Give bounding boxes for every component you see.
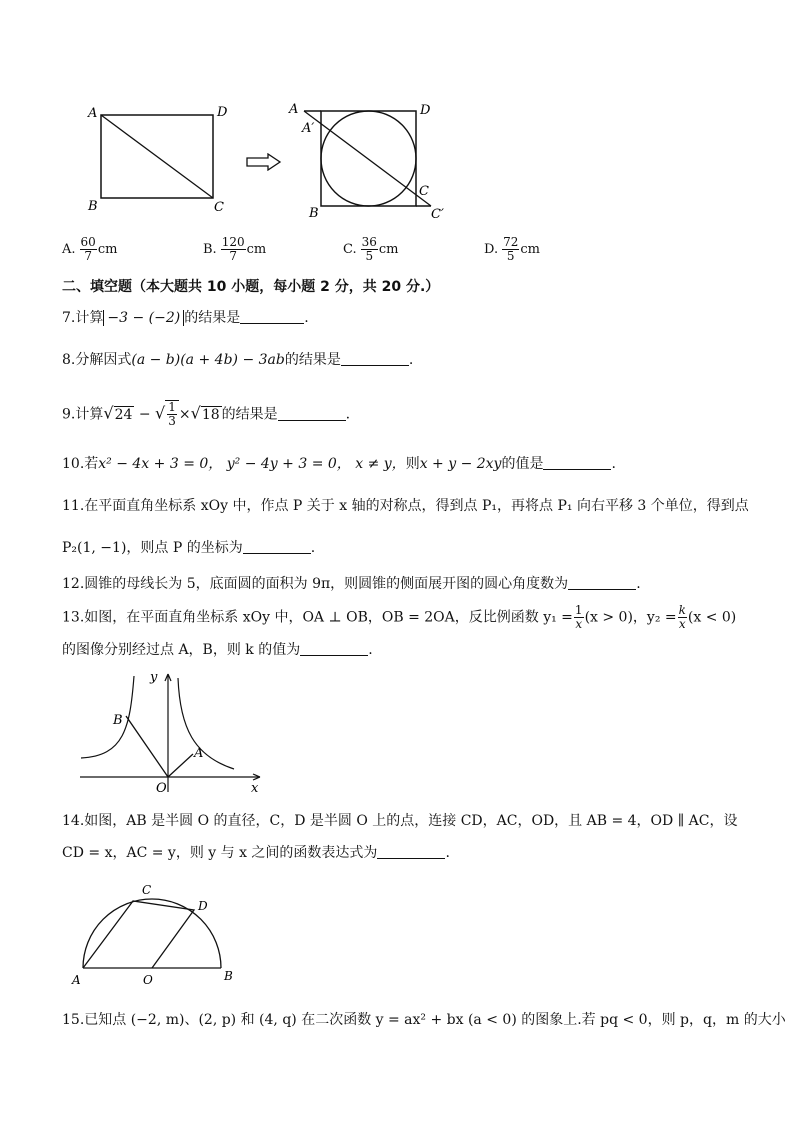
q10-suffix: 的值是 (501, 456, 544, 472)
figure-13-coordinate (76, 668, 266, 798)
label-d: D (198, 899, 208, 913)
q9-times: × (178, 406, 191, 423)
q12-answer-blank[interactable] (568, 575, 636, 590)
q13-line2: 的图像分别经过点 A，B，则 k 的值为 (62, 642, 301, 658)
q13-post: (x < 0) (687, 609, 737, 626)
q11-answer-blank[interactable] (243, 539, 311, 554)
question-14-line2 (62, 843, 450, 863)
sqrt-one-third: $\frac{1}{3}$ (165, 400, 179, 428)
choice-d[interactable] (484, 236, 540, 263)
label-a: A (88, 106, 98, 121)
label-d: D (217, 105, 228, 120)
q14-prefix: CD = x，AC = y，则 y 与 x 之间的函数表达式为 (62, 845, 378, 861)
q11-end: . (310, 540, 316, 556)
q13-fraction-1: $\frac{1}{x}$ (574, 603, 583, 631)
question-7 (62, 308, 309, 328)
label-c: C (214, 200, 224, 215)
q12-end: . (636, 576, 641, 592)
q8-prefix: 8.分解因式 (62, 352, 132, 368)
figure-14-semicircle (66, 880, 246, 990)
q10-eq2: y² − 4y + 3 = 0， (226, 456, 351, 472)
q10-eq3: x ≠ y， (355, 456, 406, 472)
q9-prefix: 9.计算 (62, 406, 104, 423)
segments-boa (126, 716, 193, 777)
label-a-prime: A′ (302, 121, 315, 136)
question-15: 15.已知点 (−2, m)、(2, p) 和 (4, q) 在二次函数 y = ax² + bx (a < 0) 的图象上.若 pq < 0，则 p，q，m 的大小 (62, 1012, 786, 1028)
label-d: D (420, 103, 431, 118)
q13-prefix: 13.如图，在平面直角坐标系 xOy 中，OA ⊥ OB，OB = 2OA，反比例函数 y₁ = (62, 609, 573, 626)
label-c-prime: C′ (431, 207, 444, 222)
q14-end: . (445, 845, 450, 861)
q9-answer-blank[interactable] (278, 406, 346, 421)
label-o: O (143, 973, 153, 987)
choice-c[interactable] (343, 236, 399, 263)
label-y: y (150, 670, 158, 685)
label-o: O (156, 781, 167, 796)
figure-folded-square (285, 98, 455, 223)
label-b: B (113, 713, 123, 728)
q8-end: . (408, 352, 414, 368)
sqrt-18: 18 (201, 406, 220, 423)
q7-end: . (304, 310, 309, 326)
q9-minus: − (134, 406, 156, 423)
question-11-line2 (62, 538, 315, 558)
q14-answer-blank[interactable] (377, 844, 445, 859)
question-13-line1 (62, 604, 736, 631)
fold-line (304, 111, 431, 206)
choice-a[interactable] (62, 236, 117, 263)
choice-unit: cm (520, 242, 540, 257)
q8-expr: (a − b)(a + 4b) − 3ab (131, 352, 285, 368)
q9-suffix: 的结果是 (221, 406, 278, 423)
sqrt-24: 24 (114, 406, 133, 423)
question-9: 9.计算√24 − √ $\frac{1}{3}$ ×√18 的结果是 . (62, 400, 351, 428)
q13-end: . (368, 642, 373, 658)
q10-end: . (611, 456, 616, 472)
label-x: x (251, 781, 259, 796)
question-8 (62, 350, 413, 370)
choice-label: D. (484, 242, 499, 257)
q13-fraction-2: $\frac{k}{x}$ (678, 603, 686, 631)
choice-unit: cm (378, 242, 399, 257)
q8-answer-blank[interactable] (341, 351, 409, 366)
choice-b[interactable] (203, 236, 266, 263)
label-b: B (224, 969, 233, 983)
label-c: C (142, 883, 152, 897)
label-b: B (309, 206, 319, 221)
label-a: A (289, 102, 299, 117)
curve-y1 (178, 678, 234, 769)
label-c: C (419, 184, 429, 199)
q10-mid: 则 (405, 456, 420, 472)
label-b: B (88, 199, 98, 214)
q9-end: . (345, 406, 351, 423)
q8-suffix: 的结果是 (284, 352, 341, 368)
q13-answer-blank[interactable] (300, 641, 368, 656)
q10-prefix: 10.若 (62, 456, 99, 472)
segments-acdo (83, 901, 194, 968)
q7-prefix: 7.计算 (62, 310, 104, 326)
q10-expr: x + y − 2xy (419, 456, 502, 472)
choice-fraction: $\frac{72}{5}$ (503, 235, 519, 263)
choice-unit: cm (97, 242, 118, 257)
question-13-line2 (62, 640, 373, 660)
choice-unit: cm (246, 242, 267, 257)
figure-rectangle (80, 100, 230, 215)
q13-mid: (x > 0)，y₂ = (584, 609, 677, 626)
choice-label: A. (62, 242, 76, 257)
q11-prefix: P₂(1, −1)，则点 P 的坐标为 (62, 540, 243, 556)
q10-answer-blank[interactable] (543, 455, 611, 470)
right-arrow-icon (246, 153, 282, 171)
question-14-line1: 14.如图，AB 是半圆 O 的直径，C，D 是半圆 O 上的点，连接 CD，AC，OD，且 AB = 4，OD ∥ AC，设 (62, 813, 738, 829)
q7-answer-blank[interactable] (240, 309, 304, 324)
choice-fraction: $\frac{60}{7}$ (80, 235, 96, 263)
question-10 (62, 454, 616, 474)
choice-fraction: $\frac{120}{7}$ (221, 235, 245, 263)
q7-suffix: 的结果是 (184, 310, 241, 326)
diagonal-ac (101, 115, 213, 198)
q7-abs-expr: −3 − (−2) (103, 310, 184, 326)
question-12 (62, 574, 641, 594)
choice-label: C. (343, 242, 357, 257)
q10-eq1: x² − 4x + 3 = 0， (98, 456, 223, 472)
label-a: A (194, 746, 204, 761)
choice-label: B. (203, 242, 217, 257)
question-11-line1: 11.在平面直角坐标系 xOy 中，作点 P 关于 x 轴的对称点，得到点 P₁，再将点 P₁ 向右平移 3 个单位，得到点 (62, 498, 749, 514)
q12-text: 12.圆锥的母线长为 5，底面圆的面积为 9π，则圆锥的侧面展开图的圆心角度数为 (62, 576, 569, 592)
label-a: A (72, 973, 81, 987)
section-heading: 二、填空题（本大题共 10 小题，每小题 2 分，共 20 分.） (62, 279, 440, 295)
choice-fraction: $\frac{36}{5}$ (361, 235, 377, 263)
